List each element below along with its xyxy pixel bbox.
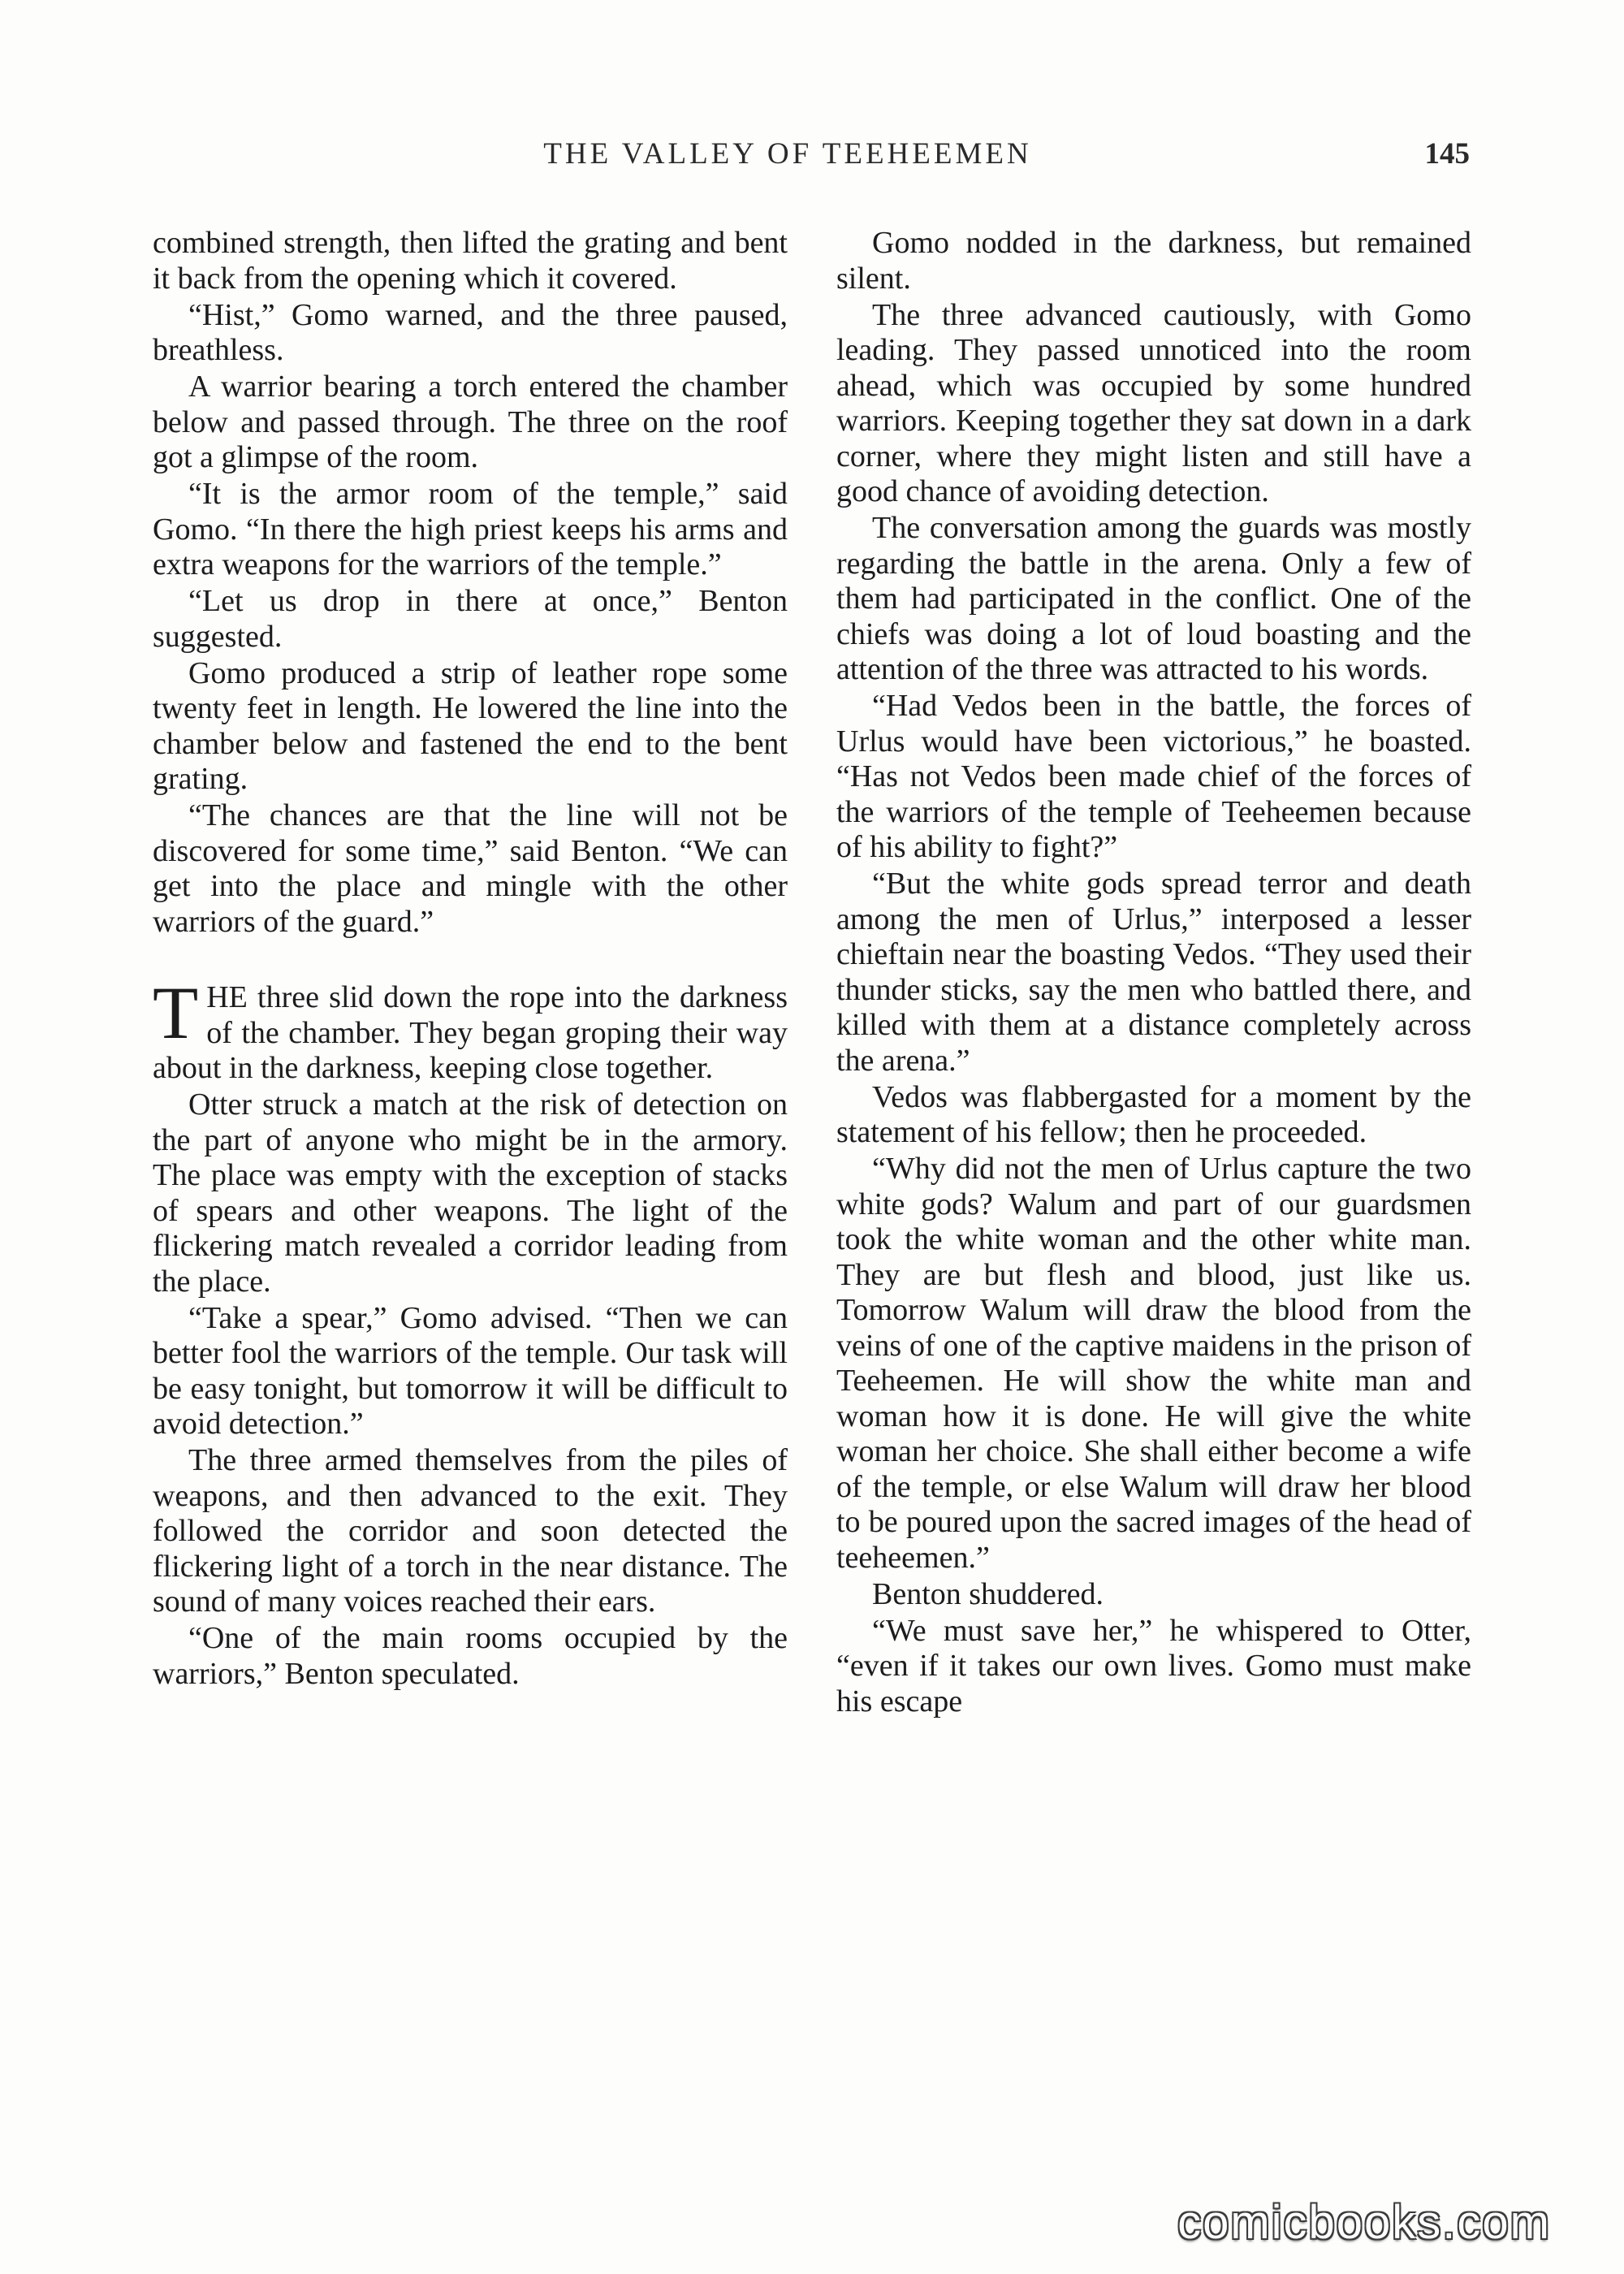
paragraph: “We must save her,” he whispered to Otter, “even if it takes our own lives. Gomo must make his escape (836, 1613, 1471, 1718)
paragraph: combined strength, then lifted the grating and bent it back from the opening which it covered. (153, 226, 788, 296)
paragraph: Otter struck a match at the risk of detection on the part of anyone who might be in the armory. The place was empty with the exception of stacks of spears and other weapons. The light of the flickering match revealed a corridor leading from the place. (153, 1087, 788, 1299)
running-title: THE VALLEY OF TEEHEEMEN (543, 137, 1032, 171)
paragraph: Vedos was flabbergasted for a moment by the statement of his fellow; then he proceeded. (836, 1079, 1471, 1149)
section-first-text: HE three slid down the rope into the darkness of the chamber. They began groping their way about in the darkness, keeping close together. (153, 980, 788, 1085)
running-head (0, 136, 1624, 185)
drop-cap: T (153, 971, 199, 1054)
paragraph: “It is the armor room of the temple,” said Gomo. “In there the high priest keeps his arms and extra weapons for the warriors of the temple.” (153, 477, 788, 581)
paragraph: Benton shuddered. (872, 1576, 1104, 1611)
paragraph: “One of the main rooms occupied by the warriors,” Benton speculated. (153, 1621, 788, 1691)
paragraph: “Hist,” Gomo warned, and the three paused, breathless. (153, 297, 788, 367)
paragraph: Gomo produced a strip of leather rope some twenty feet in length. He lowered the line into the chamber below and fastened the end to the bent grating. (153, 655, 788, 796)
paragraph: A warrior bearing a torch entered the chamber below and passed through. The three on the roof got a glimpse of the room. (153, 370, 788, 474)
paragraph: Gomo nodded in the darkness, but remained silent. (836, 226, 1471, 296)
left-column (153, 226, 788, 1693)
paragraph: “The chances are that the line will not be discovered for some time,” said Benton. “We can get into the place and mingle with the other warriors of the guard.” (153, 798, 788, 939)
paragraph: “Why did not the men of Urlus capture the two white gods? Walum and part of our guardsmen took the white woman and the other white man. They are but flesh and blood, just like us. Tomorrow Walum will draw the blood from the veins of one of the captive maidens in the prison of Teeheemen. He will show the white man and woman how it is done. He will give the white woman her choice. She shall either become a wife of the temple, or else Walum will draw her blood to be poured upon the sacred images of the head of teeheemen.” (836, 1152, 1471, 1575)
paragraph: “Had Vedos been in the battle, the forces of Urlus would have been victorious,” he boasted. “Has not Vedos been made chief of the forces of the warriors of the temple of Teeheemen because of his ability to fight?” (836, 689, 1471, 864)
section-start-paragraph (153, 971, 788, 1087)
paragraph: “Let us drop in there at once,” Benton suggested. (153, 584, 788, 654)
page-number: 145 (1424, 137, 1470, 171)
right-column (836, 226, 1471, 1721)
paragraph: “But the white gods spread terror and death among the men of Urlus,” interposed a lesser chieftain near the boasting Vedos. “They used their thunder sticks, say the men who battled there, and killed with them at a distance completely across the arena.” (836, 867, 1471, 1078)
paragraph: “Take a spear,” Gomo advised. “Then we can better fool the warriors of the temple. Our task will be easy tonight, but tomorrow it will be difficult to avoid detection.” (153, 1300, 788, 1441)
watermark: comicbooks.com (1177, 2196, 1551, 2249)
paragraph: The three advanced cautiously, with Gomo leading. They passed unnoticed into the room ahead, which was occupied by some hundred warriors. Keeping together they sat down in a dark corner, where they might listen and still have a good chance of avoiding detection. (836, 297, 1471, 508)
paragraph: The conversation among the guards was mostly regarding the battle in the arena. Only a few of them had participated in the conflict. One of the chiefs was doing a lot of loud boasting and the attention of the three was attracted to his words. (836, 511, 1471, 686)
paragraph: The three armed themselves from the piles of weapons, and then advanced to the exit. They followed the corridor and soon detected the flickering light of a torch in the near distance. The sound of many voices reached their ears. (153, 1443, 788, 1619)
